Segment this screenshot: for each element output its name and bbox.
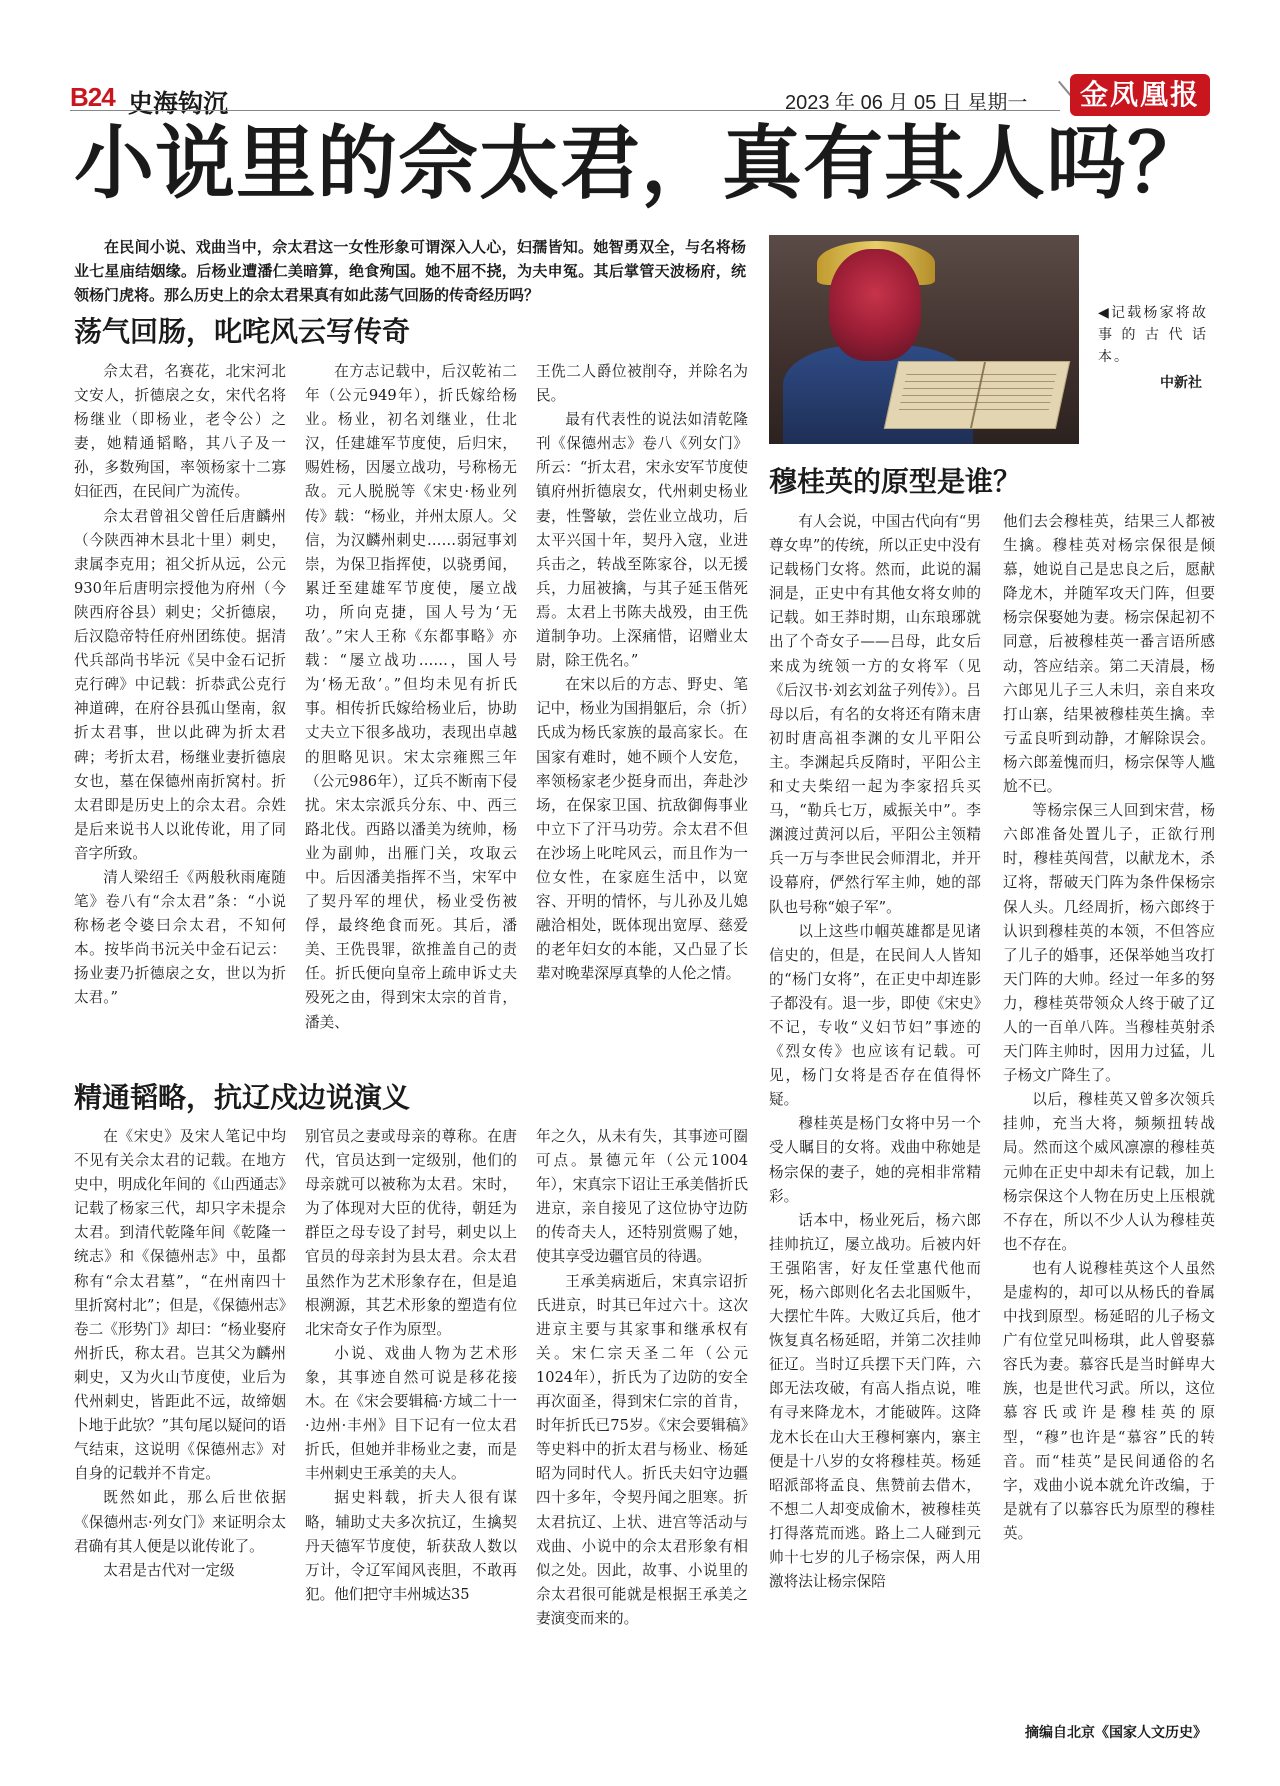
paragraph: 王承美病逝后，宋真宗诏折氏进京，时其已年过六十。这次进京主要与其家事和继承权有关。宋仁宗天圣二年（公元1024年），折氏为了边防的安全再次面圣，得到宋仁宗的首肯，时年折氏已75岁。《宋会要辑稿》等史料中的折太君与杨业、杨延昭为同时代人。折氏夫妇守边疆四十多年，令契丹闻之胆寒。折太君抗辽、上状、进宫等活动与戏曲、小说中的佘太君形象有相似之处。因此，故事、小说里的佘太君很可能就是根据王承美之妻演变而来的。: [536, 1272, 748, 1627]
headline: 小说里的佘太君，真有其人吗？: [74, 116, 1208, 210]
paragraph: 小说、戏曲人物为艺术形象，其事迹自然可说是移花接木。在《宋会要辑稿·方域二十一·边州·丰州》目下记有一位太君折氏，但她并非杨业之妻，而是丰州刺史王承美的夫人。: [305, 1344, 517, 1483]
lead-paragraph: 在民间小说、戏曲当中，佘太君这一女性形象可谓深入人心，妇孺皆知。她智勇双全，与名将杨业七星庙结姻缘。后杨业遭潘仁美暗算，绝食殉国。她不屈不挠，为夫申冤。其后掌管天波杨府，统领杨门虎将。那么历史上的佘太君果真有如此荡气回肠的传奇经历吗？: [74, 239, 746, 304]
header-rule: [70, 110, 1060, 111]
page-number: B24: [70, 82, 115, 112]
photo-caption: ◀记载杨家将故事的古代话本。: [1098, 305, 1208, 365]
ancient-book-icon: [884, 361, 1070, 429]
issue-date: 2023 年 06 月 05 日 星期一: [785, 92, 1028, 114]
paragraph: 等杨宗保三人回到宋营，杨六郎准备处置儿子，正欲行刑时，穆桂英闯营，以献龙木，杀辽将，帮破天门阵为条件保杨宗保人头。几经周折，杨六郎终于认识到穆桂英的本领，不但答应了儿子的婚事，还保举她当攻打天门阵的大帅。经过一年多的努力，穆桂英带领众人终于破了辽人的一百单八阵。当穆桂英射杀天门阵主帅时，因用力过猛，儿子杨文广降生了。: [1003, 802, 1215, 1085]
paragraph: 最有代表性的说法如清乾隆刊《保德州志》卷八《列女门》所云：“折太君，宋永安军节度使镇府州折德扆女，代州刺史杨业妻，性警敏，尝佐业立战功，后太平兴国十年，契丹入寇，业进兵击之，转战至陈家谷，以无援兵，力屈被擒，与其子延玉偕死焉。太君上书陈夫战殁，由王侁道制争功。上深痛惜，诏赠业太尉，除王侁名。”: [536, 411, 748, 670]
paragraph: 佘太君，名赛花，北宋河北文安人，折德扆之女，宋代名将杨继业（即杨业，老令公）之妻，她精通韬略，其八子及一孙，多数殉国，率领杨家十二寡妇征西，在民间广为流传。: [74, 363, 286, 501]
paragraph: 也有人说穆桂英这个人虽然是虚构的，却可以从杨氏的眷属中找到原型。杨延昭的儿子杨文广有位堂兄叫杨琪，此人曾娶慕容氏为妻。慕容氏是当时鲜卑大族，也是世代习武。所以，这位慕容氏或许是穆桂英的原型，“穆”也许是“慕容”氏的转音。而“桂英”是民间通俗的名字，戏曲小说本就允许改编，于是就有了以慕容氏为原型的穆桂英。: [1003, 1259, 1215, 1542]
book-text-lines: [898, 374, 1057, 416]
column-name: 史海钩沉: [128, 90, 229, 118]
section1-heading: 荡气回肠，叱咤风云写传奇: [74, 315, 411, 348]
paragraph: 以上这些巾帼英雄都是见诸信史的，但是，在民间人人皆知的“杨门女将”，在正史中却连影子都没有。退一步，即使《宋史》不记，专收“义妇节妇”事迹的《烈女传》也应该有记载。可见，杨门女将是否存在值得怀疑。: [769, 922, 981, 1109]
logo-text: 金凤凰报: [1079, 78, 1200, 111]
section2-heading: 精通韬略，抗辽戍边说演义: [74, 1081, 411, 1114]
section2-column-1: [74, 1125, 286, 1583]
paragraph: 既然如此，那么后世依据《保德州志·列女门》来证明佘太君确有其人便是以讹传讹了。: [74, 1489, 286, 1555]
paragraph: 在《宋史》及宋人笔记中均不见有关佘太君的记载。在地方史中，明成化年间的《山西通志》记载了杨家三代，却只字未提佘太君。到清代乾隆年间《乾隆一统志》和《保德州志》中，虽都称有“佘太君墓”，“在州南四十里折窝村北”；但是，《保德州志》卷二《形势门》却曰：“杨业娶府州折氏，称太君。岂其父为麟州刺史，又为火山节度使，业后为代州刺史，皆距此不远，故缔姻卜地于此欤？”其句尾以疑问的语气结束，这说明《保德州志》对自身的记载并不肯定。: [74, 1128, 286, 1483]
section1-column-1: [74, 360, 286, 1011]
section3-column-1: [769, 510, 981, 1594]
paragraph: 别官员之妻或母亲的尊称。在唐代，官员达到一定级别，他们的母亲就可以被称为太君。宋时，为了体现对大臣的优待，朝廷为群臣之母专设了封号，刺史以上官员的母亲封为县太君。佘太君虽然作为艺术形象存在，但是追根溯源，其艺术形象的塑造有位北宋奇女子作为原型。: [305, 1128, 517, 1338]
paragraph: 以后，穆桂英又曾多次领兵挂帅，充当大将，频频扭转战局。然而这个威风凛凛的穆桂英元帅在正史中却未有记载，加上杨宗保这个人物在历史上压根就不存在，所以不少人认为穆桂英也不存在。: [1003, 1091, 1215, 1253]
section2-column-3: [536, 1125, 748, 1631]
paragraph: 据史料载，折夫人很有谋略，辅助丈夫多次抗辽，生擒契丹天德军节度使，斩获敌人数以万计，令辽军闻风丧胆，不敢再犯。他们把守丰州城达35: [305, 1489, 517, 1603]
paragraph: 他们去会穆桂英，结果三人都被生擒。穆桂英对杨宗保很是倾慕，她说自己是忠良之后，愿献降龙木，并随军攻天门阵，但要杨宗保娶她为妻。杨宗保起初不同意，后被穆桂英一番言语所感动，答应结亲。第二天清晨，杨六郎见儿子三人未归，亲自来攻打山寨，结果被穆桂英生擒。幸亏孟良听到动静，才解除误会。杨六郎羞愧而归，杨宗保等人尴尬不已。: [1003, 513, 1215, 796]
section2-column-2: [305, 1125, 517, 1607]
paragraph: 穆桂英是杨门女将中另一个受人瞩目的女将。戏曲中称她是杨宗保的妻子，她的亮相非常精彩。: [769, 1115, 981, 1205]
newspaper-logo: [1070, 74, 1210, 116]
paragraph: 佘太君曾祖父曾任后唐麟州（今陕西神木县北十里）刺史，隶属李克用；祖父折从远，公元930年后唐明宗授他为府州（今陕西府谷县）刺史；父折德扆，后汉隐帝特任府州团练使。据清代兵部尚书毕沅《吴中金石记折克行碑》中记载：折恭武公克行神道碑，在府谷县孤山堡南，叙折太君事，世以此碑为折太君碑；考折太君，杨继业妻折德扆女也，墓在保德州南折窝村。折太君即是历史上的佘太君。佘姓是后来说书人以讹传讹，用了同音字所致。: [74, 507, 286, 862]
section3-heading: 穆桂英的原型是谁？: [769, 465, 1022, 498]
paragraph: 清人梁绍壬《两般秋雨庵随笔》卷八有“佘太君”条：“小说称杨老令婆曰佘太君，不知何本。按毕尚书沅关中金石记云：扬业妻乃折德扆之女，世以为折太君。”: [74, 868, 286, 1007]
paragraph: 王侁二人爵位被削夺，并除名为民。: [536, 363, 748, 405]
section1-column-2: [305, 360, 517, 1035]
paragraph: 话本中，杨业死后，杨六郎挂帅抗辽，屡立战功。后被内奸王强陷害，好友任堂惠代他而死，杨六郎则化名去北国贩牛，大摆忙牛阵。大败辽兵后，他才恢复真名杨延昭，并第二次挂帅征辽。当时辽兵摆下天门阵，六郎无法攻破，有高人指点说，唯有寻来降龙木，才能破阵。这降龙木长在山大王穆柯寨内，寨主便是十八岁的女将穆桂英。杨延昭派部将孟良、焦赞前去借木，不想二人却变成偷木，被穆桂英打得落荒而逃。路上二人碰到元帅十七岁的儿子杨宗保，两人用激将法让杨宗保陪: [769, 1211, 981, 1591]
page-header: [70, 78, 1210, 118]
paragraph: 年之久，从未有失，其事迹可圈可点。景德元年（公元1004年），宋真宗下诏让王承美偕折氏进京，亲自接见了这位协守边防的传奇夫人，还特别赏赐了她，使其享受边疆官员的待遇。: [536, 1128, 748, 1266]
source-attribution: 摘编自北京《国家人文历史》: [1025, 1724, 1207, 1740]
section1-column-3: [536, 360, 748, 986]
photo-credit: 中新社: [1160, 374, 1202, 390]
opera-mask-photo: [769, 235, 1079, 444]
paragraph: 在方志记载中，后汉乾祐二年（公元949年），折氏嫁给杨业。杨业，初名刘继业，仕北汉，任建雄军节度使，后归宋，赐姓杨，因屡立战功，号称杨无敌。元人脱脱等《宋史·杨业列传》载：“杨业，并州太原人。父信，为汉麟州刺史……弱冠事刘崇，为保卫指挥使，以骁勇闻，累迁至建雄军节度使，屡立战功，所向克捷，国人号为‘无敌’。”宋人王称《东都事略》亦载：“屡立战功……，国人号为‘杨无敌’。”但均未见有折氏事。相传折氏嫁给杨业后，协助丈夫立下很多战功，表现出卓越的胆略见识。宋太宗雍熙三年（公元986年），辽兵不断南下侵扰。宋太宗派兵分东、中、西三路北伐。西路以潘美为统帅，杨业为副帅，出雁门关，攻取云中。后因潘美指挥不当，宋军中了契丹军的埋伏，杨业受伤被俘，最终绝食而死。其后，潘美、王侁畏罪，欲推盖自己的责任。折氏便向皇帝上疏申诉丈夫殁死之由，得到宋太宗的首肯，潘美、: [305, 363, 517, 1031]
paragraph: 在宋以后的方志、野史、笔记中，杨业为国捐躯后，佘（折）氏成为杨氏家族的最高家长。在国家有难时，她不顾个人安危，率领杨家老少挺身而出，奔赴沙场，在保家卫国、抗敌御侮事业中立下了汗马功劳。佘太君不但在沙场上叱咤风云，而且作为一位女性，在家庭生活中，以宽容、开明的情怀，与儿孙及儿媳融洽相处，既体现出宽厚、慈爱的老年妇女的本能，又凸显了长辈对晚辈深厚真挚的人伦之情。: [536, 676, 748, 983]
opera-mask-icon: [829, 249, 921, 361]
paragraph: 太君是古代对一定级: [103, 1561, 235, 1579]
paragraph: 有人会说，中国古代向有“男尊女卑”的传统，所以正史中没有记载杨门女将。然而，此说的漏洞是，正史中有其他女将女帅的记载。如王莽时期，山东琅琊就出了个奇女子——吕母，此女后来成为统领一方的女将军（见《后汉书·刘玄刘盆子列传》）。吕母以后，有名的女将还有隋末唐初时唐高祖李渊的女儿平阳公主。李渊起兵反隋时，平阳公主和丈夫柴绍一起为李家招兵买马，“勒兵七万，威振关中”。李渊渡过黄河以后，平阳公主领精兵一万与李世民会师渭北，并开设幕府，俨然行军主帅，她的部队也号称“娘子军”。: [769, 513, 981, 916]
section3-column-2: [1003, 510, 1215, 1546]
